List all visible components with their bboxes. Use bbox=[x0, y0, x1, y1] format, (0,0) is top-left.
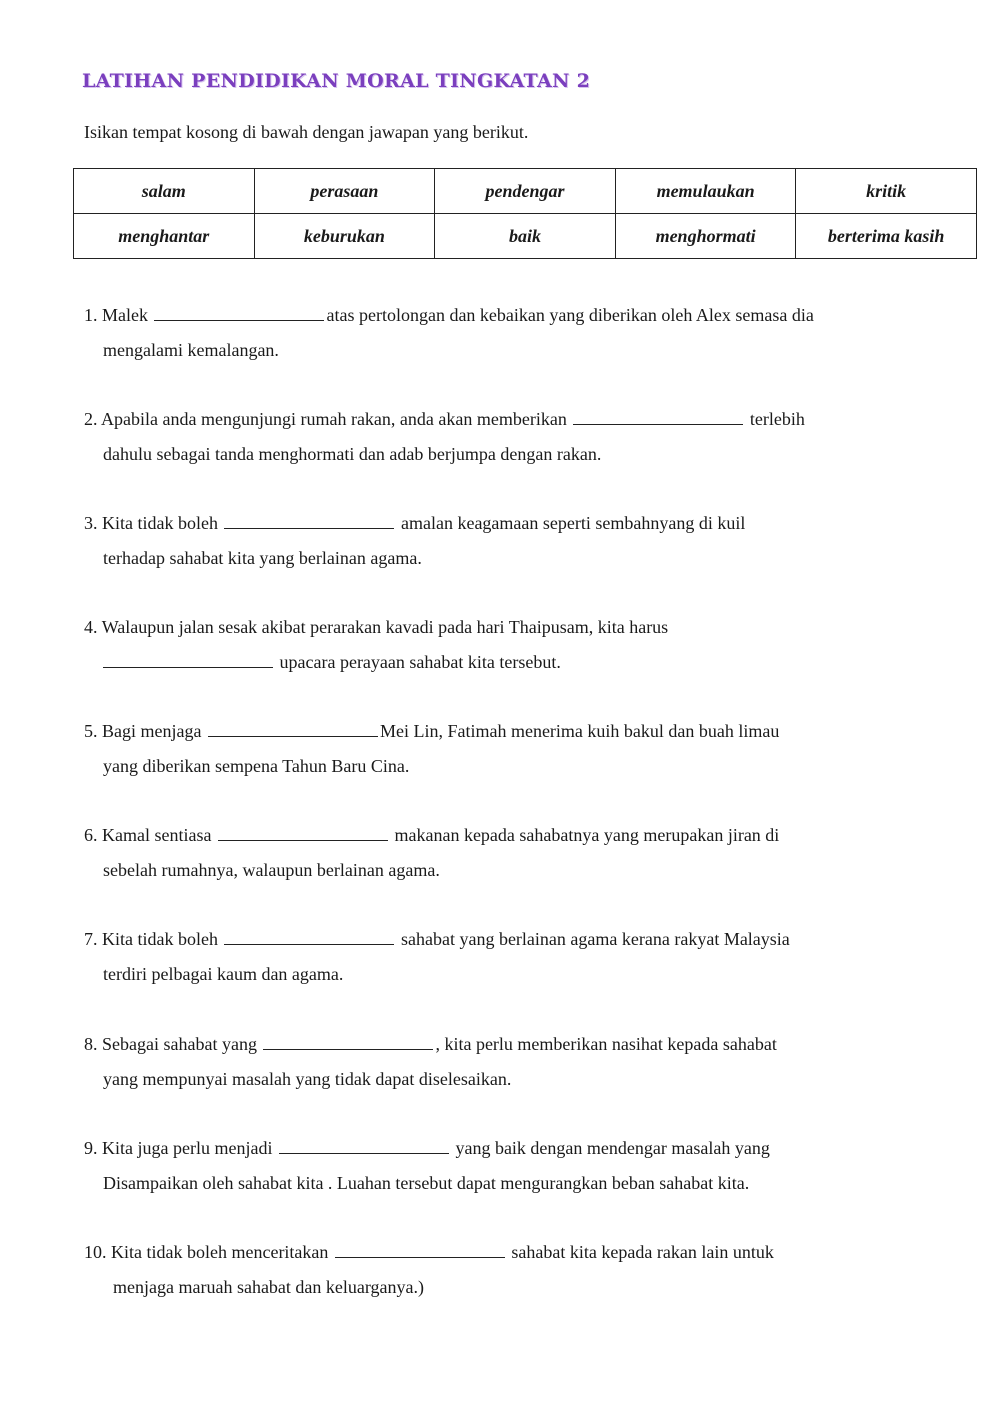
question-text: , kita perlu memberikan nasihat kepada sahabat bbox=[435, 1034, 777, 1054]
question-text: atas pertolongan dan kebaikan yang diberikan oleh Alex semasa dia bbox=[326, 305, 814, 325]
question-6 bbox=[84, 818, 964, 888]
answer-blank[interactable] bbox=[279, 1137, 449, 1154]
question-line2 bbox=[84, 645, 964, 680]
word-bank-cell: memulaukan bbox=[615, 169, 796, 214]
word-bank-cell: menghantar bbox=[74, 214, 255, 259]
question-4 bbox=[84, 610, 964, 680]
question-text: Kita tidak boleh bbox=[102, 513, 218, 533]
question-text: Malek bbox=[102, 305, 148, 325]
answer-blank[interactable] bbox=[573, 408, 743, 425]
answer-blank[interactable] bbox=[154, 304, 324, 321]
answer-blank[interactable] bbox=[218, 824, 388, 841]
question-text: sahabat yang berlainan agama kerana rakyat Malaysia bbox=[400, 929, 790, 949]
question-number: 5. bbox=[84, 721, 98, 741]
question-text-line2: terhadap sahabat kita yang berlainan agama. bbox=[103, 548, 422, 568]
question-text: Bagi menjaga bbox=[102, 721, 202, 741]
question-2 bbox=[84, 402, 964, 472]
question-text: Walaupun jalan sesak akibat perarakan kavadi pada hari Thaipusam, kita harus bbox=[101, 617, 669, 637]
answer-blank[interactable] bbox=[263, 1033, 433, 1050]
question-number: 6. bbox=[84, 825, 98, 845]
question-number: 7. bbox=[84, 929, 98, 949]
question-text-line2: sebelah rumahnya, walaupun berlainan agama. bbox=[103, 860, 440, 880]
question-number: 10. bbox=[84, 1242, 107, 1262]
word-bank-cell: salam bbox=[74, 169, 255, 214]
question-10 bbox=[84, 1235, 964, 1305]
question-text: Kita tidak boleh bbox=[102, 929, 218, 949]
question-text-line2: menjaga maruah sahabat dan keluarganya.) bbox=[113, 1277, 425, 1297]
question-text-line2: yang diberikan sempena Tahun Baru Cina. bbox=[103, 756, 410, 776]
question-text: Mei Lin, Fatimah menerima kuih bakul dan buah limau bbox=[379, 721, 780, 741]
question-text: upacara perayaan sahabat kita tersebut. bbox=[279, 652, 561, 672]
word-bank-table bbox=[73, 168, 977, 259]
answer-blank[interactable] bbox=[103, 651, 273, 668]
question-5 bbox=[84, 714, 964, 784]
question-text: yang baik dengan mendengar masalah yang bbox=[455, 1138, 770, 1158]
answer-blank[interactable] bbox=[208, 720, 378, 737]
question-text: Apabila anda mengunjungi rumah rakan, anda akan memberikan bbox=[101, 409, 567, 429]
question-text: Kita juga perlu menjadi bbox=[102, 1138, 273, 1158]
question-text: terlebih bbox=[749, 409, 805, 429]
question-text-line2: yang mempunyai masalah yang tidak dapat diselesaikan. bbox=[103, 1069, 512, 1089]
word-bank-cell: keburukan bbox=[254, 214, 435, 259]
question-number: 3. bbox=[84, 513, 98, 533]
question-text: sahabat kita kepada rakan lain untuk bbox=[511, 1242, 774, 1262]
question-9 bbox=[84, 1131, 964, 1201]
question-text: makanan kepada sahabatnya yang merupakan jiran di bbox=[394, 825, 780, 845]
answer-blank[interactable] bbox=[335, 1241, 505, 1258]
question-number: 2. bbox=[84, 409, 98, 429]
question-number: 8. bbox=[84, 1034, 98, 1054]
question-text: amalan keagamaan seperti sembahnyang di kuil bbox=[400, 513, 746, 533]
question-text-line2: mengalami kemalangan. bbox=[103, 340, 279, 360]
word-bank-cell: baik bbox=[435, 214, 616, 259]
instruction-text: Isikan tempat kosong di bawah dengan jawapan yang berikut. bbox=[84, 122, 529, 142]
word-bank-cell: menghormati bbox=[615, 214, 796, 259]
word-bank-cell: berterima kasih bbox=[796, 214, 977, 259]
word-bank-cell: perasaan bbox=[254, 169, 435, 214]
question-number: 1. bbox=[84, 305, 98, 325]
word-bank-row bbox=[74, 214, 977, 259]
word-bank-cell: pendengar bbox=[435, 169, 616, 214]
question-text-line2: terdiri pelbagai kaum dan agama. bbox=[103, 964, 344, 984]
question-1 bbox=[84, 298, 964, 368]
worksheet-title: LATIHAN PENDIDIKAN MORAL TINGKATAN 2 bbox=[82, 70, 591, 92]
question-text: Sebagai sahabat yang bbox=[102, 1034, 257, 1054]
answer-blank[interactable] bbox=[224, 512, 394, 529]
question-text-line2: dahulu sebagai tanda menghormati dan adab berjumpa dengan rakan. bbox=[103, 444, 602, 464]
question-text-line2: Disampaikan oleh sahabat kita . Luahan tersebut dapat mengurangkan beban sahabat kita. bbox=[103, 1173, 750, 1193]
question-text: Kamal sentiasa bbox=[102, 825, 212, 845]
question-text: Kita tidak boleh menceritakan bbox=[111, 1242, 329, 1262]
answer-blank[interactable] bbox=[224, 928, 394, 945]
word-bank-cell: kritik bbox=[796, 169, 977, 214]
question-8 bbox=[84, 1027, 964, 1097]
question-7 bbox=[84, 922, 964, 992]
question-number: 4. bbox=[84, 617, 98, 637]
question-3 bbox=[84, 506, 964, 576]
word-bank-row bbox=[74, 169, 977, 214]
question-number: 9. bbox=[84, 1138, 98, 1158]
